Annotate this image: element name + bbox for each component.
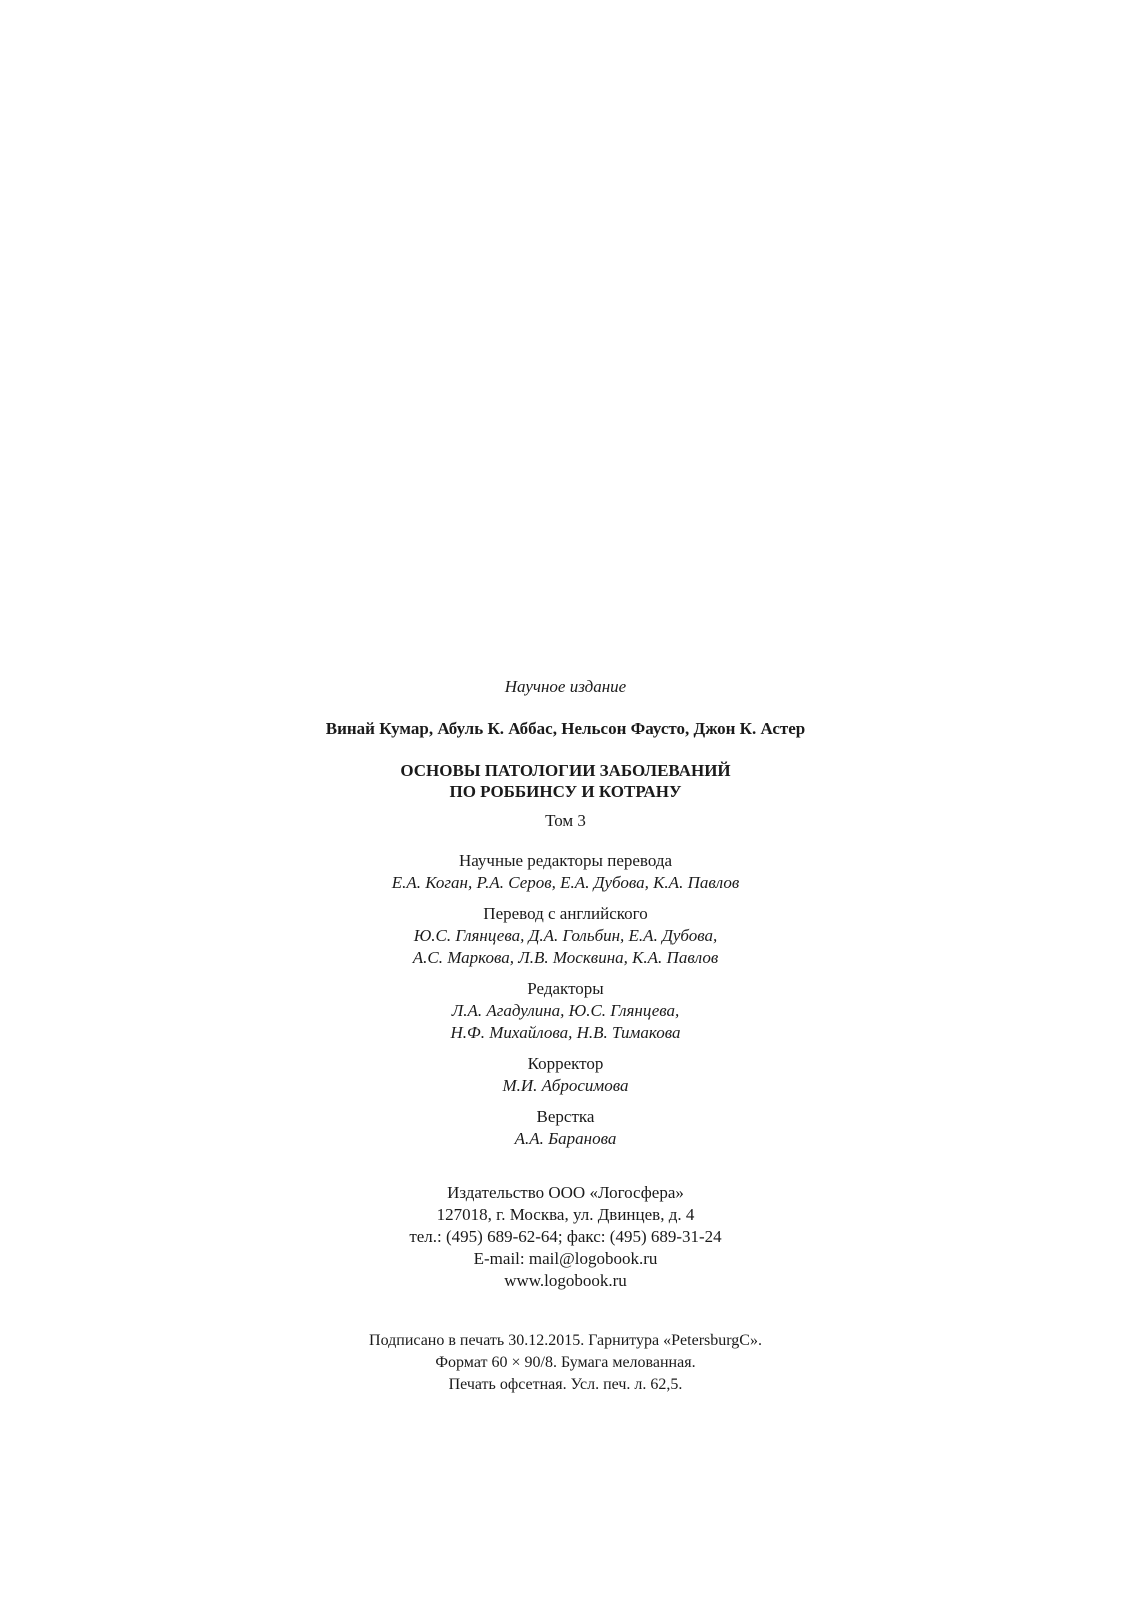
- credit-role: Верстка: [536, 1107, 595, 1126]
- title-line-1: ОСНОВЫ ПАТОЛОГИИ ЗАБОЛЕВАНИЙ: [400, 761, 731, 780]
- credit-proofreader: [0, 1053, 1131, 1097]
- credit-layout: [0, 1106, 1131, 1150]
- credit-editors: [0, 978, 1131, 1044]
- publisher-email: E-mail: mail@logobook.ru: [473, 1249, 658, 1268]
- credit-names: А.А. Баранова: [514, 1129, 617, 1148]
- print-info: [0, 1330, 1131, 1396]
- publisher-info: [0, 1182, 1131, 1292]
- publisher-website: www.logobook.ru: [504, 1271, 627, 1290]
- edition-type: Научное издание: [504, 677, 627, 696]
- credit-names: Н.Ф. Михайлова, Н.В. Тимакова: [450, 1023, 681, 1042]
- publisher-address: 127018, г. Москва, ул. Двинцев, д. 4: [436, 1205, 695, 1224]
- title-line-2: ПО РОББИНСУ И КОТРАНУ: [449, 782, 682, 801]
- credit-scientific-editors: [0, 850, 1131, 894]
- credit-names: Ю.С. Глянцева, Д.А. Гольбин, Е.А. Дубова,: [413, 926, 718, 945]
- print-info-line: Формат 60 × 90/8. Бумага мелованная.: [435, 1354, 696, 1371]
- credit-role: Научные редакторы перевода: [458, 851, 673, 870]
- imprint-block: [0, 676, 1131, 1396]
- print-info-line: Печать офсетная. Усл. печ. л. 62,5.: [448, 1376, 683, 1393]
- authors: Винай Кумар, Абуль К. Аббас, Нельсон Фаусто, Джон К. Астер: [325, 719, 806, 738]
- print-info-line: Подписано в печать 30.12.2015. Гарнитура «PetersburgC».: [369, 1332, 762, 1349]
- credit-names: Е.А. Коган, Р.А. Серов, Е.А. Дубова, К.А. Павлов: [391, 873, 740, 892]
- credit-names: М.И. Абросимова: [502, 1076, 629, 1095]
- credit-role: Редакторы: [527, 979, 604, 998]
- credit-translators: [0, 903, 1131, 969]
- volume: Том 3: [545, 811, 586, 830]
- credit-names: Л.А. Агадулина, Ю.С. Глянцева,: [451, 1001, 680, 1020]
- credit-role: Перевод с английского: [483, 904, 648, 923]
- publisher-name: Издательство ООО «Логосфера»: [447, 1183, 684, 1202]
- credit-role: Корректор: [527, 1054, 604, 1073]
- publisher-phone: тел.: (495) 689-62-64; факс: (495) 689-31-24: [409, 1227, 722, 1246]
- book-title: [0, 760, 1131, 802]
- credit-names: А.С. Маркова, Л.В. Москвина, К.А. Павлов: [412, 948, 719, 967]
